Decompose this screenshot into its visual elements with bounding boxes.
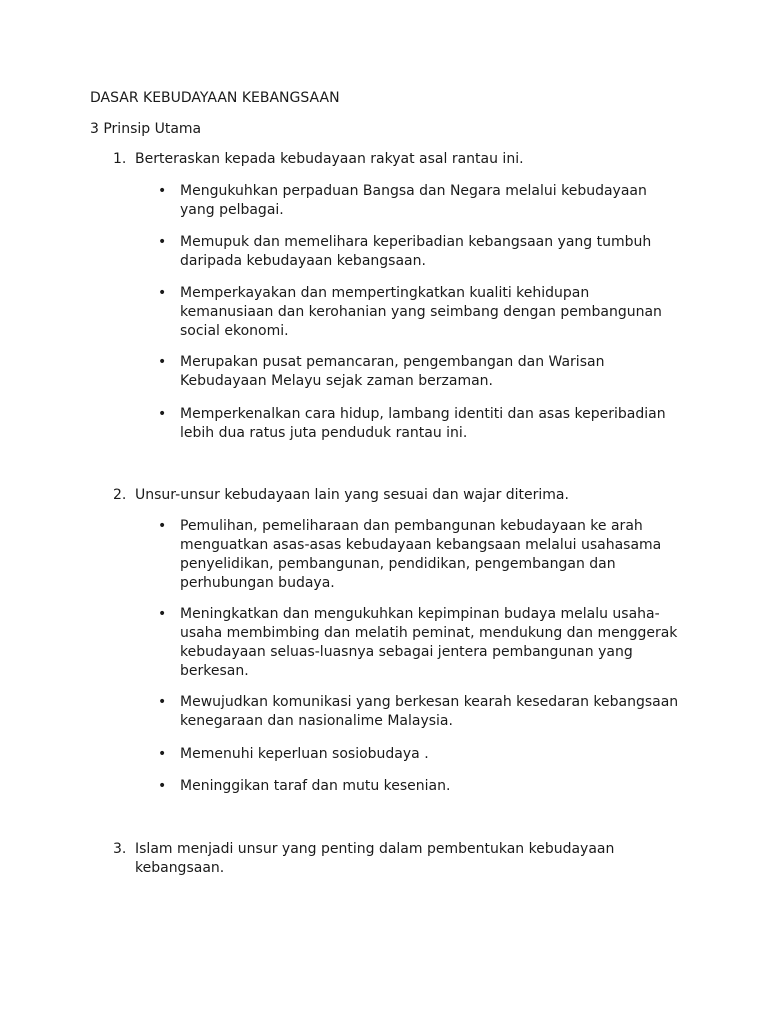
bullet-icon: • xyxy=(158,694,167,710)
bullet-icon: • xyxy=(158,518,167,534)
item-text: Berteraskan kepada kebudayaan rakyat asal rantau ini. xyxy=(135,151,524,167)
item-number: 3. xyxy=(113,841,127,857)
bullet-text: Mengukuhkan perpaduan Bangsa dan Negara melalui kebudayaan yang pelbagai. xyxy=(180,183,647,218)
bullet-icon: • xyxy=(158,606,167,622)
bullet-text: Merupakan pusat pemancaran, pengembangan dan Warisan Kebudayaan Melayu sejak zaman berzaman. xyxy=(180,354,605,389)
bullet-text: Meninggikan taraf dan mutu kesenian. xyxy=(180,778,451,794)
bullet-text: Memperkayakan dan mempertingkatkan kualiti kehidupan kemanusiaan dan kerohanian yang seimbang dengan pembangunan social ekonomi. xyxy=(180,285,662,339)
bullet-icon: • xyxy=(158,746,167,762)
item-number: 2. xyxy=(113,487,127,503)
bullet-text: Meningkatkan dan mengukuhkan kepimpinan budaya melalu usaha-usaha membimbing dan melatih peminat, mendukung dan menggerak kebudayaan seluas-luasnya sebagai jentera pembangunan yang berkesan. xyxy=(180,606,678,679)
item-number: 1. xyxy=(113,151,127,167)
bullet-icon: • xyxy=(158,354,167,370)
bullet-text: Memupuk dan memelihara keperibadian kebangsaan yang tumbuh daripada kebudayaan kebangsaan. xyxy=(180,234,652,269)
bullet-icon: • xyxy=(158,234,167,250)
bullet-text: Memperkenalkan cara hidup, lambang identiti dan asas keperibadian lebih dua ratus juta penduduk rantau ini. xyxy=(180,406,666,441)
item-text: Islam menjadi unsur yang penting dalam pembentukan kebudayaan kebangsaan. xyxy=(135,841,615,876)
document-title: DASAR KEBUDAYAAN KEBANGSAAN xyxy=(90,90,340,106)
bullet-icon: • xyxy=(158,778,167,794)
bullet-text: Memenuhi keperluan sosiobudaya . xyxy=(180,746,429,762)
bullet-text: Mewujudkan komunikasi yang berkesan kearah kesedaran kebangsaan kenegaraan dan nasionalime Malaysia. xyxy=(180,694,679,729)
document-subtitle: 3 Prinsip Utama xyxy=(90,121,202,137)
bullet-icon: • xyxy=(158,183,167,199)
item-text: Unsur-unsur kebudayaan lain yang sesuai dan wajar diterima. xyxy=(135,487,569,503)
bullet-icon: • xyxy=(158,406,167,422)
bullet-text: Pemulihan, pemeliharaan dan pembangunan kebudayaan ke arah menguatkan asas-asas kebudayaan kebangsaan melalui usahasama penyelidikan, pembangunan, pendidikan, pengembangan dan perhubungan budaya. xyxy=(180,518,662,591)
bullet-icon: • xyxy=(158,285,167,301)
